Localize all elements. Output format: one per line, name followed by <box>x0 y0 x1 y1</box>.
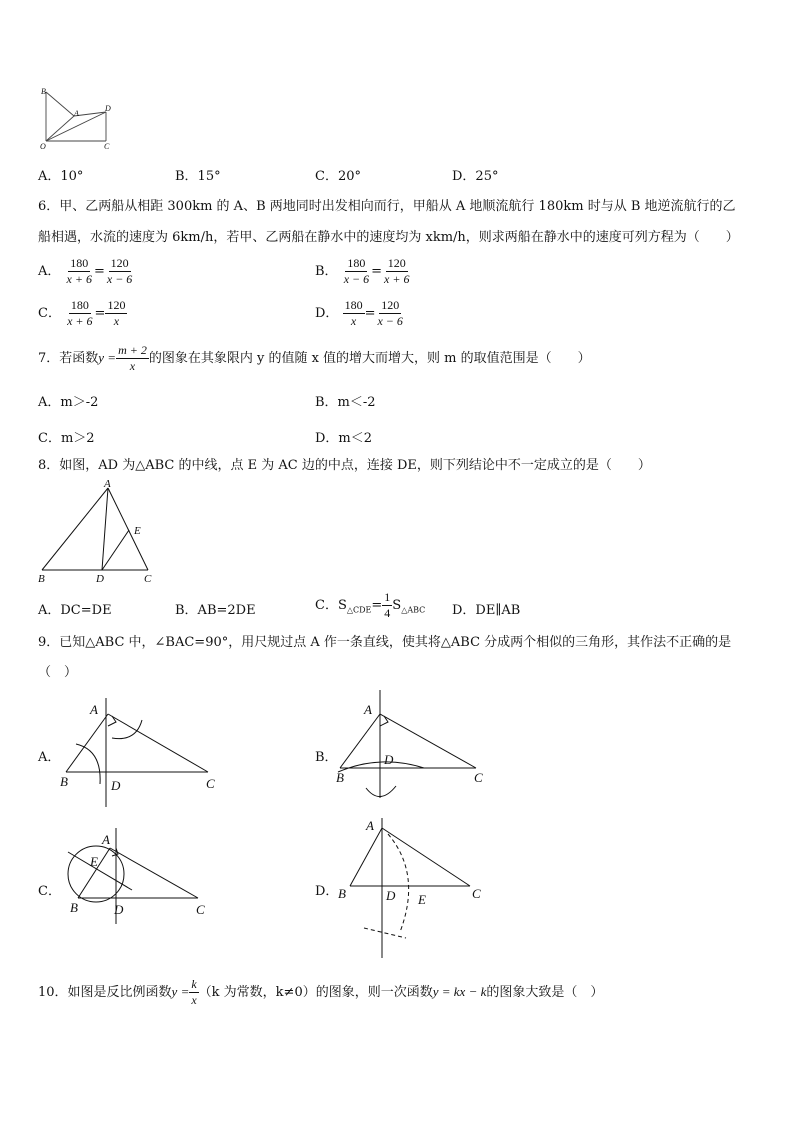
fig-q9a-label-b: B <box>60 774 68 789</box>
fig-q9a-label-c: C <box>206 776 215 791</box>
fig-q9b-label-c: C <box>474 770 483 785</box>
q6-b-right-fraction: $\frac{120}{x + 6}$ <box>384 256 410 286</box>
q9-option-b-letter: B． <box>315 750 338 765</box>
fig-q9d-label-d: D <box>386 888 396 903</box>
q6-c-left-fraction: $\frac{180}{x + 6}$ <box>67 298 93 328</box>
q6-option-c: C． $\frac{180}{x + 6}$ = $\frac{120}{x}$ <box>38 298 126 328</box>
fig-q5-label-o: O <box>40 142 46 150</box>
q9-option-a-letter: A． <box>38 750 61 765</box>
q9-figure-c <box>56 818 216 928</box>
q5-option-a: A．10° <box>38 169 84 184</box>
q6-text-line1: 6．甲、乙两船从相距 300km 的 A、B 两地同时出发相向而行，甲船从 A 地顺流航行 180km 时与从 B 地逆流航行的乙 <box>38 199 736 214</box>
q6-b-left-fraction: $\frac{180}{x - 6}$ <box>343 256 370 286</box>
fig-q9a-label-d: D <box>111 778 121 793</box>
q8-option-c: C．$S_{\triangle CDE}=$ $\frac{1}{4}$ $S_{\triangle ABC}$ <box>315 590 426 620</box>
fig-q9d-label-a: A <box>366 818 374 833</box>
q7-text: 7．若函数y = $\frac{m + 2}{x}$ 的图象在其象限内 y 的值随 x 值的增大而增大，则 m 的取值范围是（ ） <box>38 343 591 373</box>
q7-option-d: D．m＜2 <box>315 431 373 446</box>
fig-q5-label-a: A <box>74 109 79 118</box>
q6-option-d: D． $\frac{180}{x}$ = $\frac{120}{x - 6}$ <box>315 298 403 328</box>
q6-d-left-fraction: $\frac{180}{x}$ <box>344 298 363 328</box>
q6-option-a: A． $\frac{180}{x + 6}$ = $\frac{120}{x - 6}$ <box>38 256 133 286</box>
fig-q9c-label-a: A <box>102 832 110 847</box>
q5-option-b: B．15° <box>175 169 221 184</box>
q10-function-fraction: $\frac{k}{x}$ <box>191 977 197 1007</box>
q5-option-d: D．25° <box>452 169 499 184</box>
q7-option-b: B．m＜-2 <box>315 395 376 410</box>
fig-q8-label-d: D <box>96 573 104 585</box>
q6-text-line2: 船相遇，水流的速度为 6km/h，若甲、乙两船在静水中的速度均为 xkm/h，则求两船在静水中的速度可列方程为（ ） <box>38 230 739 245</box>
fig-q9c-label-c: C <box>196 902 205 917</box>
q10-text: 10．如图是反比例函数y = $\frac{k}{x}$ （k 为常数，k≠0）的图象，则一次函数y = kx − k的图象大致是（ ） <box>38 977 604 1007</box>
fig-q8-label-b: B <box>38 573 45 585</box>
fig-q9a-label-a: A <box>90 702 98 717</box>
q7-option-a: A．m＞-2 <box>38 395 99 410</box>
q9-option-c-letter: C． <box>38 884 61 899</box>
fig-q8-label-c: C <box>144 573 152 585</box>
q7-option-c: C．m＞2 <box>38 431 95 446</box>
q8-option-a: A．DC=DE <box>38 603 112 618</box>
q6-option-b: B． $\frac{180}{x - 6}$ = $\frac{120}{x + 6}$ <box>315 256 410 286</box>
fig-q9d-label-c: C <box>472 886 481 901</box>
q8-option-b: B．AB=2DE <box>175 603 256 618</box>
q9-text-line2: （ ） <box>38 665 78 680</box>
fig-q5-label-b: B <box>41 87 46 96</box>
q8-triangle-figure <box>36 478 160 586</box>
q5-option-c: C．20° <box>315 169 361 184</box>
fig-q9c-label-b: B <box>70 900 78 915</box>
q6-d-right-fraction: $\frac{120}{x - 6}$ <box>377 298 403 328</box>
fig-q9c-label-e: E <box>90 854 98 869</box>
q6-c-right-fraction: $\frac{120}{x}$ <box>107 298 126 328</box>
q9-figure-d <box>334 814 494 960</box>
fig-q5-label-c: C <box>104 142 110 150</box>
fig-q9d-label-b: B <box>338 886 346 901</box>
fig-q9d-label-e: E <box>418 892 426 907</box>
q6-a-left-fraction: $\frac{180}{x + 6}$ <box>66 256 92 286</box>
q7-function-fraction: $\frac{m + 2}{x}$ <box>118 343 147 373</box>
fig-q9b-label-b: B <box>336 770 344 785</box>
fig-q9c-label-d: D <box>114 902 124 917</box>
q9-figure-a <box>56 692 226 812</box>
q9-text-line1: 9．已知△ABC 中，∠BAC=90°，用尺规过点 A 作一条直线，使其将△ABC 分成两个相似的三角形，其作法不正确的是 <box>38 635 732 650</box>
q9-option-d-letter: D． <box>315 884 339 899</box>
q8-text: 8．如图，AD 为△ABC 的中线，点 E 为 AC 边的中点，连接 DE，则下列结论中不一定成立的是（ ） <box>38 458 651 473</box>
fig-q8-label-a: A <box>104 478 111 490</box>
q5-figure <box>36 86 120 150</box>
fig-q9b-label-a: A <box>364 702 372 717</box>
q6-a-right-fraction: $\frac{120}{x - 6}$ <box>106 256 133 286</box>
q8-option-d: D．DE∥AB <box>452 603 521 618</box>
fig-q8-label-e: E <box>134 525 141 537</box>
q8-c-fraction: $\frac{1}{4}$ <box>384 590 391 620</box>
fig-q9b-label-d: D <box>384 752 394 767</box>
fig-q5-label-d: D <box>105 104 111 113</box>
q9-figure-b <box>334 686 504 816</box>
